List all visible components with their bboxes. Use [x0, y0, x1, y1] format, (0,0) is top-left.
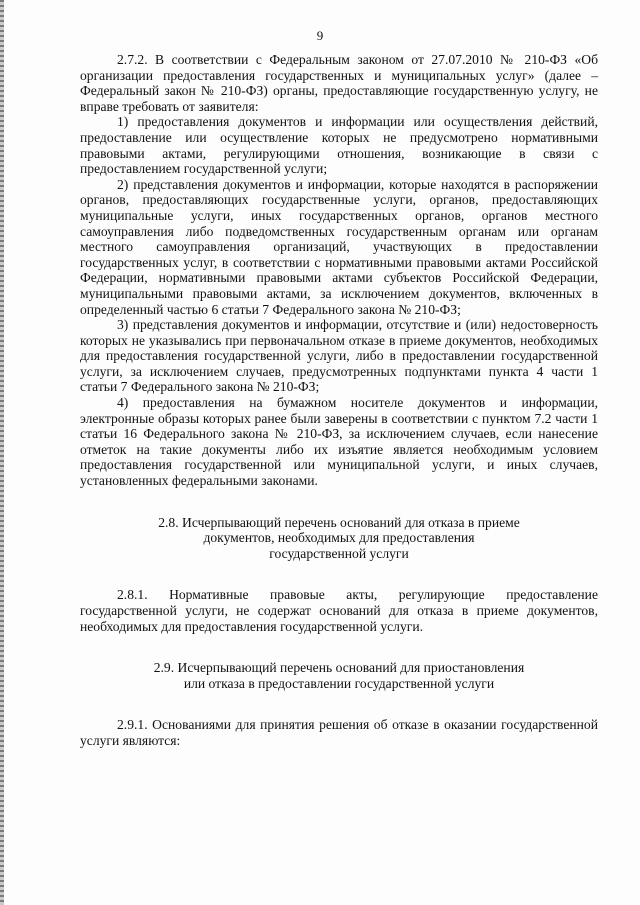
section-heading-2-8-line-1: 2.8. Исчерпывающий перечень оснований для отказа в приеме [158, 514, 520, 530]
section-heading-2-8-line-2: документов, необходимых для предоставления [203, 530, 475, 546]
page-number: 9 [316, 28, 324, 43]
list-item-4: 4) предоставления на бумажном носителе документов и информации, электронные образы которых ранее были заверены в соответствии с пунктом 7.2 части 1 статьи 16 Федерального закона № 210-ФЗ, за исключением случаев, если нанесение отметок на такие документы либо их изъятие является необходимым условием предоставления государственной или муниципальной услуги, и иных случаев, установленных федеральными законами. [80, 395, 598, 489]
section-heading-2-9-line-2: или отказа в предоставлении государственной услуги [183, 675, 495, 691]
section-heading-2-9-line-1: 2.9. Исчерпывающий перечень оснований для приостановления [153, 660, 525, 676]
document-body [80, 52, 598, 749]
scan-edge [0, 0, 4, 905]
list-item-2: 2) представления документов и информации, которые находятся в распоряжении органов, предоставляющих государственные услуги, органов, предоставляющих муниципальные услуги, иных государственных органов, органов местного самоуправления либо подведомственных государственным органам или органам местного самоуправления организаций, участвующих в предоставлении государственных услуг, в соответствии с нормативными правовыми актами Российской Федерации, нормативными правовыми актами субъектов Российской Федерации, муниципальными правовыми актами, за исключением документов, включенных в определенный частью 6 статьи 7 Федерального закона № 210-ФЗ; [80, 176, 598, 317]
paragraph-2-7-2: 2.7.2. В соответствии с Федеральным законом от 27.07.2010 № 210-ФЗ «Об организации предоставления государственных и муниципальных услуг» (далее – Федеральный закон № 210-ФЗ) органы, предоставляющие государственную услугу, не вправе требовать от заявителя: [80, 52, 598, 114]
paragraph-2-9-1: 2.9.1. Основаниями для принятия решения об отказе в оказании государственной услуги являются: [80, 717, 598, 748]
list-item-1: 1) предоставления документов и информации или осуществления действий, предоставление или осуществление которых не предусмотрено нормативными правовыми актами, регулирующими отношения, возникающие в связи с предоставлением государственной услуги; [80, 114, 598, 177]
list-item-3: 3) представления документов и информации, отсутствие и (или) недостоверность которых не указывались при первоначальном отказе в приеме документов, необходимых для предоставления государственной услуги, либо в предоставлении государственной услуги, за исключением случаев, предусмотренных подпунктами пункта 4 части 1 статьи 7 Федерального закона № 210-ФЗ; [80, 317, 598, 395]
paragraph-2-8-1: 2.8.1. Нормативные правовые акты, регулирующие предоставление государственной услуги, не содержат оснований для отказа в приеме документов, необходимых для предоставления государственной услуги. [80, 587, 598, 634]
section-heading-2-8-line-3: государственной услуги [269, 545, 409, 561]
